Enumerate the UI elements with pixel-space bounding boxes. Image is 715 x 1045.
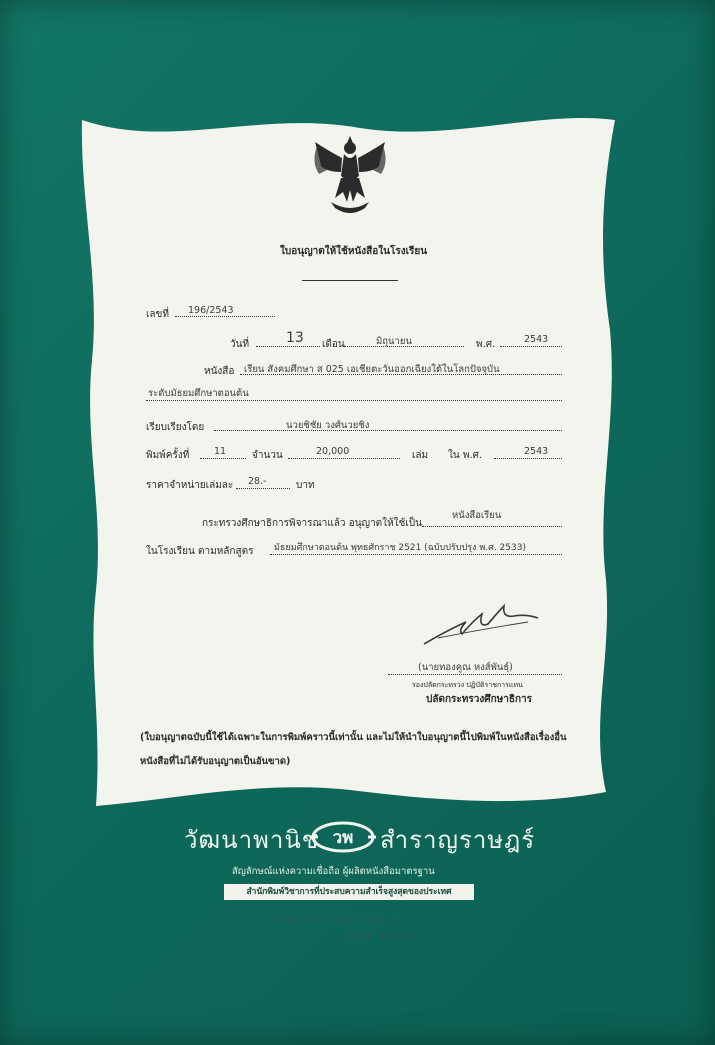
certificate-title: ใบอนุญาตให้ใช้หนังสือในโรงเรียน [280, 246, 428, 257]
price-dots [236, 488, 290, 489]
number-label: เลขที่ [146, 309, 169, 320]
date-day-dots [256, 346, 320, 347]
print-year-label: ใน พ.ศ. [448, 450, 483, 461]
curriculum-label: ในโรงเรียน ตามหลักสูตร [146, 546, 254, 557]
book-title: เรียน สังคมศึกษา ส 025 เอเชียตะวันออกเฉียงใต้ในโลกปัจจุบัน [244, 364, 500, 375]
author-value: นวยชิชัย วงศ์นวยชิง [286, 420, 370, 431]
curriculum-value: มัธยมศึกษาตอนต้น พุทธศักราช 2521 (ฉบับปรับปรุง พ.ศ. 2533) [274, 543, 526, 553]
number-value: 196/2543 [188, 305, 234, 316]
approval-text: กระทรวงศึกษาธิการพิจารณาแล้ว อนุญาตให้ใช้เป็น [202, 518, 422, 529]
garuda-emblem-icon [307, 132, 393, 220]
author-dots [214, 430, 562, 431]
date-year-dots [500, 346, 562, 347]
date-month-value: มิถุนายน [376, 336, 412, 347]
publisher-logo-text: วพ [332, 828, 354, 848]
date-year-label: พ.ศ. [476, 339, 496, 350]
date-month-label: เดือน [322, 339, 345, 350]
publisher-slogan: สัญลักษณ์แห่งความเชื่อถือ ผู้ผลิตหนังสือมาตรฐาน [232, 866, 435, 877]
signer-acting: รองปลัดกระทรวง ปฏิบัติราชการแทน [412, 681, 523, 689]
date-year-value: 2543 [524, 334, 549, 345]
author-label: เรียบเรียงโดย [146, 422, 205, 433]
edition-dots [200, 458, 246, 459]
edition-label: พิมพ์ครั้งที่ [146, 450, 190, 461]
publisher-band: สำนักพิมพ์วิชาการที่ประสบความสำเร็จสูงสุดของประเทศ [224, 884, 474, 900]
date-day-value: 13 [286, 330, 304, 346]
approval-dots [422, 526, 562, 527]
curriculum-dots [270, 554, 562, 555]
approval-value: หนังสือเรียน [452, 510, 502, 521]
price-value: 28.- [248, 476, 267, 487]
signature-icon [418, 600, 548, 650]
title-underline [302, 280, 398, 281]
copies-value: 20,000 [316, 446, 350, 457]
copies-unit: เล่ม [412, 450, 429, 461]
footnote: (ใบอนุญาตฉบับนี้ใช้ได้เฉพาะในการพิมพ์คราวนี้เท่านั้น และไม่ให้นำใบอนุญาตนี้ไปพิมพ์ในหนังสือเรื่องอื่น หนังสือที่ไม่ได้รับอนุญาตเป็นอันขาด) [140, 732, 567, 767]
signer-title: ปลัดกระทรวงศึกษาธิการ [426, 694, 532, 705]
publisher-name-right: สำราญราษฎร์ [380, 826, 536, 854]
book-code: 3147 19201 [344, 931, 415, 942]
signer-dots [388, 674, 562, 675]
copies-dots [288, 458, 400, 459]
isbn: ISBN 974-267-211-5 [272, 915, 399, 926]
print-year-dots [494, 458, 562, 459]
publisher-name-left: วัฒนาพานิช [184, 826, 320, 854]
copies-label: จำนวน [252, 450, 283, 461]
date-day-label: วันที่ [230, 339, 250, 350]
publisher-logo-icon [310, 820, 376, 854]
print-year-value: 2543 [524, 446, 549, 457]
book-label: หนังสือ [204, 366, 235, 377]
signer-name: (นายทองคูณ หงส์พันธุ์) [418, 662, 513, 673]
price-unit: บาท [296, 480, 315, 491]
number-dots [175, 316, 275, 317]
price-label: ราคาจำหน่ายเล่มละ [146, 480, 234, 491]
book-level: ระดับมัธยมศึกษาตอนต้น [148, 388, 249, 399]
edition-value: 11 [214, 446, 227, 457]
